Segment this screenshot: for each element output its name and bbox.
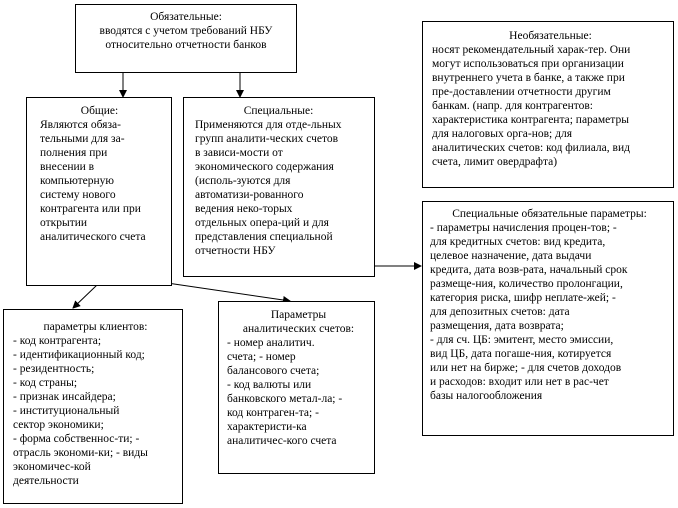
special-line: отдельных опера-ций и для — [195, 217, 329, 230]
special-mandatory-line: категория риска, шифр неплате-жей; - — [430, 292, 616, 305]
special-mandatory-line: для кредитных счетов: вид кредита, — [430, 236, 606, 249]
account-params-line: - код валюты или — [227, 379, 312, 392]
client-params-line: - признак инсайдера; — [13, 391, 116, 404]
account-params-line: банковского метал-ла; - — [227, 393, 343, 406]
special-mandatory-line: кредита, дата возв-рата, начальный срок — [430, 264, 628, 277]
general-box — [26, 97, 172, 286]
general-line: систему нового — [40, 189, 116, 202]
special-line: Применяются для отде-льных — [195, 119, 342, 132]
mandatory-line: вводятся с учетом требований НБУ — [99, 25, 273, 38]
account-params-line: счета; - номер — [227, 351, 296, 364]
account-params-title: аналитических счетов: — [242, 323, 355, 336]
client-params-box — [3, 309, 183, 504]
optional-title: Необязательные: — [509, 30, 592, 42]
general-line: тельными для за- — [40, 133, 125, 146]
client-params-line: - резидентность; — [13, 363, 95, 376]
special-mandatory-line: вид ЦБ, дата погаше-ния, котируется — [430, 348, 612, 361]
special-mandatory-line: размещения, дата возврата; — [430, 320, 564, 333]
optional-line: аналитических счетов: код филиала, вид — [432, 142, 630, 155]
account-params-box — [218, 301, 375, 474]
general-line: компьютерную — [40, 175, 115, 188]
account-params-line: балансового счета; — [227, 365, 320, 378]
client-params-line: отрасль экономи-ки; - виды — [13, 447, 148, 460]
client-params-line: экономичес-кой — [13, 461, 91, 474]
special-mandatory-box — [422, 201, 674, 436]
special-mandatory-line: - параметры начисления процен-тов; - — [430, 222, 617, 235]
general-line: внесении в — [40, 161, 95, 174]
general-line: Являются обяза- — [40, 119, 121, 132]
special-mandatory-line: размеще-ния, количество пролонгации, — [430, 278, 623, 291]
mandatory-box — [75, 4, 297, 73]
general-line: полнения при — [40, 147, 108, 160]
optional-line: счета, лимит овердрафта) — [432, 156, 558, 169]
optional-line: характеристика контрагента; параметры — [432, 114, 629, 127]
client-params-line: - институциональный — [13, 405, 120, 418]
special-line: экономического содержания — [195, 161, 334, 174]
mandatory-title: Обязательные: — [150, 11, 222, 23]
optional-line: носят рекомендательный харак-тер. Они — [432, 44, 631, 57]
special-mandatory-line: базы налогообложения — [430, 390, 543, 403]
special-line: представления специальной — [195, 231, 333, 244]
optional-line: пре-доставлении отчетности другим — [432, 86, 611, 99]
account-params-line: характеристи-ка — [227, 421, 307, 434]
special-mandatory-line: для депозитных счетов: дата — [430, 306, 570, 319]
special-line: отчетности НБУ — [195, 245, 276, 258]
account-params-line: - номер аналитич. — [227, 337, 315, 350]
special-mandatory-title: Специальные обязательные параметры: — [452, 208, 647, 220]
optional-line: внутреннего учета в банке, а также при — [432, 72, 625, 85]
optional-line: для налоговых орга-нов; для — [432, 128, 572, 141]
special-mandatory-line: или нет на бирже; - для счетов доходов — [430, 362, 622, 375]
client-params-line: сектор экономики; — [13, 419, 104, 432]
arrow-to-client-params — [73, 285, 97, 308]
optional-box — [422, 21, 674, 188]
client-params-line: - идентификационный код; — [13, 349, 145, 362]
account-params-title: Параметры — [270, 309, 327, 321]
optional-line: банкам. (напр. для контрагентов: — [432, 100, 593, 113]
client-params-line: деятельности — [13, 475, 79, 488]
special-line: ведения неко-торых — [195, 203, 293, 216]
special-mandatory-line: целевое назначение, дата выдачи — [430, 250, 592, 263]
account-params-line: аналитичес-кого счета — [227, 435, 337, 448]
client-params-line: - код контрагента; — [13, 335, 102, 348]
client-params-line: - код страны; — [13, 377, 78, 390]
optional-line: могут использоваться при организации — [432, 58, 624, 71]
general-line: аналитического счета — [40, 231, 146, 244]
special-mandatory-line: и расходов: входит или нет в рас-чет — [430, 376, 609, 389]
general-line: открытии — [40, 217, 88, 230]
special-line: групп аналити-ческих счетов — [195, 133, 339, 146]
mandatory-line: относительно отчетности банков — [105, 39, 267, 52]
special-line: (исполь-зуются для — [195, 175, 291, 188]
general-title: Общие: — [80, 105, 119, 117]
special-title: Специальные: — [243, 105, 314, 117]
special-line: автоматизи-рованного — [195, 189, 304, 202]
client-params-line: - форма собственнос-ти; - — [13, 433, 140, 446]
general-line: контрагента или при — [40, 203, 141, 216]
special-box — [183, 97, 375, 277]
client-params-title: параметры клиентов: — [43, 321, 148, 333]
account-params-line: код контраген-та; - — [227, 407, 319, 420]
special-line: в зависи-мости от — [195, 147, 283, 160]
special-mandatory-line: - для сч. ЦБ: эмитент, место эмиссии, — [430, 334, 614, 347]
